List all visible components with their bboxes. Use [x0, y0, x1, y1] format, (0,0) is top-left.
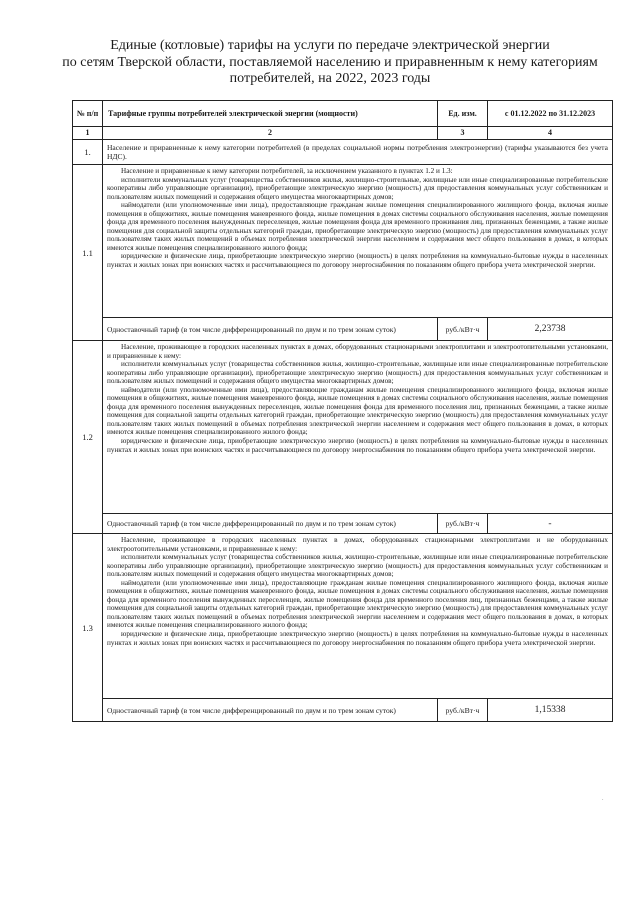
- row-index: 1.1: [73, 165, 103, 341]
- group-paragraph: наймодатели (или уполномоченные ими лица), предоставляющие гражданам жилые помещения специализированного жилищного фонда, включая жилые помещения в общежитиях, жилые помещения маневренного фонда, жилые помещения в домах системы социального обслуживания населения, жилые помещения фонда для временного поселения вынужденных переселенцев, жилые помещения фонда для временного поселения лиц, признанных беженцами, а также жилые помещения для социальной защиты отдельных категорий граждан, приобретающие электрическую энергию (мощность) для предоставления коммунальных услуг пользователям таких жилых помещений в объемах потребления электрической энергии населением и содержания мест общего пользования в домах, в которых имеются жилые помещения специализированного жилого фонда;: [107, 578, 608, 630]
- tariff-label: Одноставочный тариф (в том числе дифференцированный по двум и по трем зонам суток): [103, 514, 438, 534]
- header-num: № п/п: [73, 101, 103, 127]
- group-paragraph: Население, проживающее в городских населенных пунктах в домах, оборудованных стационарными электроплитами и не оборудованных электроотопительными установками, и приравненные к нему:: [107, 536, 608, 553]
- col-number-4: 4: [488, 127, 613, 140]
- header-unit: Ед. изм.: [438, 101, 488, 127]
- tariff-row: [73, 699, 613, 722]
- header-group: Тарифные группы потребителей электрической энергии (мощности): [103, 101, 438, 127]
- tariff-table: [72, 100, 613, 722]
- header-period: с 01.12.2022 по 31.12.2023: [488, 101, 613, 127]
- tariff-value: 1,15338: [488, 699, 613, 722]
- table-row: [73, 341, 613, 514]
- group-paragraph: Население, проживающее в городских населенных пунктах в домах, оборудованных стационарными электроплитами и электроотопительными установками, и приравненные к нему:: [107, 343, 608, 360]
- row-text: Население и приравненные к нему категории потребителей (в пределах социальной нормы потребления электроэнергии) (тарифы указываются без учета НДС).: [103, 140, 613, 165]
- row-index: 1.2: [73, 341, 103, 534]
- row-index: 1.: [73, 140, 103, 165]
- tariff-label: Одноставочный тариф (в том числе дифференцированный по двум и по трем зонам суток): [103, 699, 438, 722]
- table-row: [73, 534, 613, 699]
- table-header-row: [73, 101, 613, 127]
- group-paragraph: исполнители коммунальных услуг (товарищества собственников жилья, жилищно-строительные, жилищные или иные специализированные потребительские кооперативы либо управляющие организации), приобретающие электрическую энергию (мощность) для предоставления коммунальных услуг собственникам и пользователям жилых помещений и содержания общего имущества многоквартирных домов;: [107, 175, 608, 201]
- group-paragraph: Население и приравненные к нему категории потребителей, за исключением указанного в пунктах 1.2 и 1.3:: [121, 167, 453, 175]
- tariff-unit: руб./кВт·ч: [438, 699, 488, 722]
- group-paragraph: исполнители коммунальных услуг (товарищества собственников жилья, жилищно-строительные, жилищные или иные специализированные потребительские кооперативы либо управляющие организации), приобретающие электрическую энергию (мощность) для предоставления коммунальных услуг собственникам и пользователям жилых помещений и содержания общего имущества многоквартирных домов;: [107, 360, 608, 386]
- tariff-row: [73, 318, 613, 341]
- title-line-1: Единые (котловые) тарифы на услуги по передаче электрической энергии: [110, 38, 550, 53]
- margin-mark: .: [602, 796, 604, 802]
- document-title: [60, 38, 600, 88]
- column-number-row: [73, 127, 613, 140]
- col-number-3: 3: [438, 127, 488, 140]
- title-line-3: потребителей, на 2022, 2023 годы: [229, 71, 431, 86]
- tariff-value: -: [488, 514, 613, 534]
- group-paragraph: юридические и физические лица, приобретающие электрическую энергию (мощность) в целях потребления на коммунально-бытовые нужды в населенных пунктах и жилых зонах при воинских частях и рассчитывающиеся по договору энергоснабжения по показаниям общего прибора учета электрической энергии.: [107, 630, 608, 647]
- tariff-unit: руб./кВт·ч: [438, 318, 488, 341]
- group-description: [103, 534, 613, 699]
- col-number-1: 1: [73, 127, 103, 140]
- row-index: 1.3: [73, 534, 103, 722]
- group-paragraph: исполнители коммунальных услуг (товарищества собственников жилья, жилищно-строительные, жилищные или иные специализированные потребительские кооперативы либо управляющие организации), приобретающие электрическую энергию (мощность) для предоставления коммунальных услуг собственникам и пользователям жилых помещений и содержания общего имущества многоквартирных домов;: [107, 553, 608, 579]
- tariff-row: [73, 514, 613, 534]
- col-number-2: 2: [103, 127, 438, 140]
- group-description: [103, 165, 613, 318]
- group-paragraph: юридические и физические лица, приобретающие электрическую энергию (мощность) в целях потребления на коммунально-бытовые нужды в населенных пунктах и жилых зонах при воинских частях и рассчитывающиеся по договору энергоснабжения по показаниям общего прибора учета электрической энергии.: [107, 252, 608, 270]
- group-description: [103, 341, 613, 514]
- group-paragraph: юридические и физические лица, приобретающие электрическую энергию (мощность) в целях потребления на коммунально-бытовые нужды в населенных пунктах и жилых зонах при воинских частях и рассчитывающиеся по договору энергоснабжения по показаниям общего прибора учета электрической энергии.: [107, 437, 608, 454]
- tariff-unit: руб./кВт·ч: [438, 514, 488, 534]
- table-row: [73, 140, 613, 165]
- group-paragraph: наймодатели (или уполномоченные ими лица), предоставляющие гражданам жилые помещения специализированного жилищного фонда, включая жилые помещения в общежитиях, жилые помещения маневренного фонда, жилые помещения в домах системы социального обслуживания населения, жилые помещения фонда для временного поселения вынужденных переселенцев, жилые помещения фонда для временного проживания лиц, признанных беженцами, а также жилые помещения для социальной защиты отдельных категорий граждан, приобретающие электрическую энергию (мощность) для предоставления коммунальных услуг пользователям таких жилых помещений в объемах потребления электрической энергии населением и содержания мест общего пользования в домах, в которых имеются жилые помещения специализированного жилого фонда;: [107, 201, 608, 252]
- tariff-label: Одноставочный тариф (в том числе дифференцированный по двум и по трем зонам суток): [103, 318, 438, 341]
- tariff-value: 2,23738: [488, 318, 613, 341]
- title-line-2: по сетям Тверской области, поставляемой населению и приравненным к нему категориям: [62, 54, 598, 70]
- table-row: [73, 165, 613, 318]
- group-paragraph: наймодатели (или уполномоченные ими лица), предоставляющие гражданам жилые помещения специализированного жилищного фонда, включая жилые помещения в общежитиях, жилые помещения маневренного фонда, жилые помещения в домах системы социального обслуживания населения, жилые помещения фонда для временного поселения вынужденных переселенцев, жилые помещения фонда для временного поселения лиц, признанных беженцами, а также жилые помещения для социальной защиты отдельных категорий граждан, приобретающие электрическую энергию (мощность) для предоставления коммунальных услуг пользователям таких жилых помещений в объемах потребления электрической энергии населением и содержания мест общего пользования в домах, в которых имеются жилые помещения специализированного жилого фонда;: [107, 385, 608, 437]
